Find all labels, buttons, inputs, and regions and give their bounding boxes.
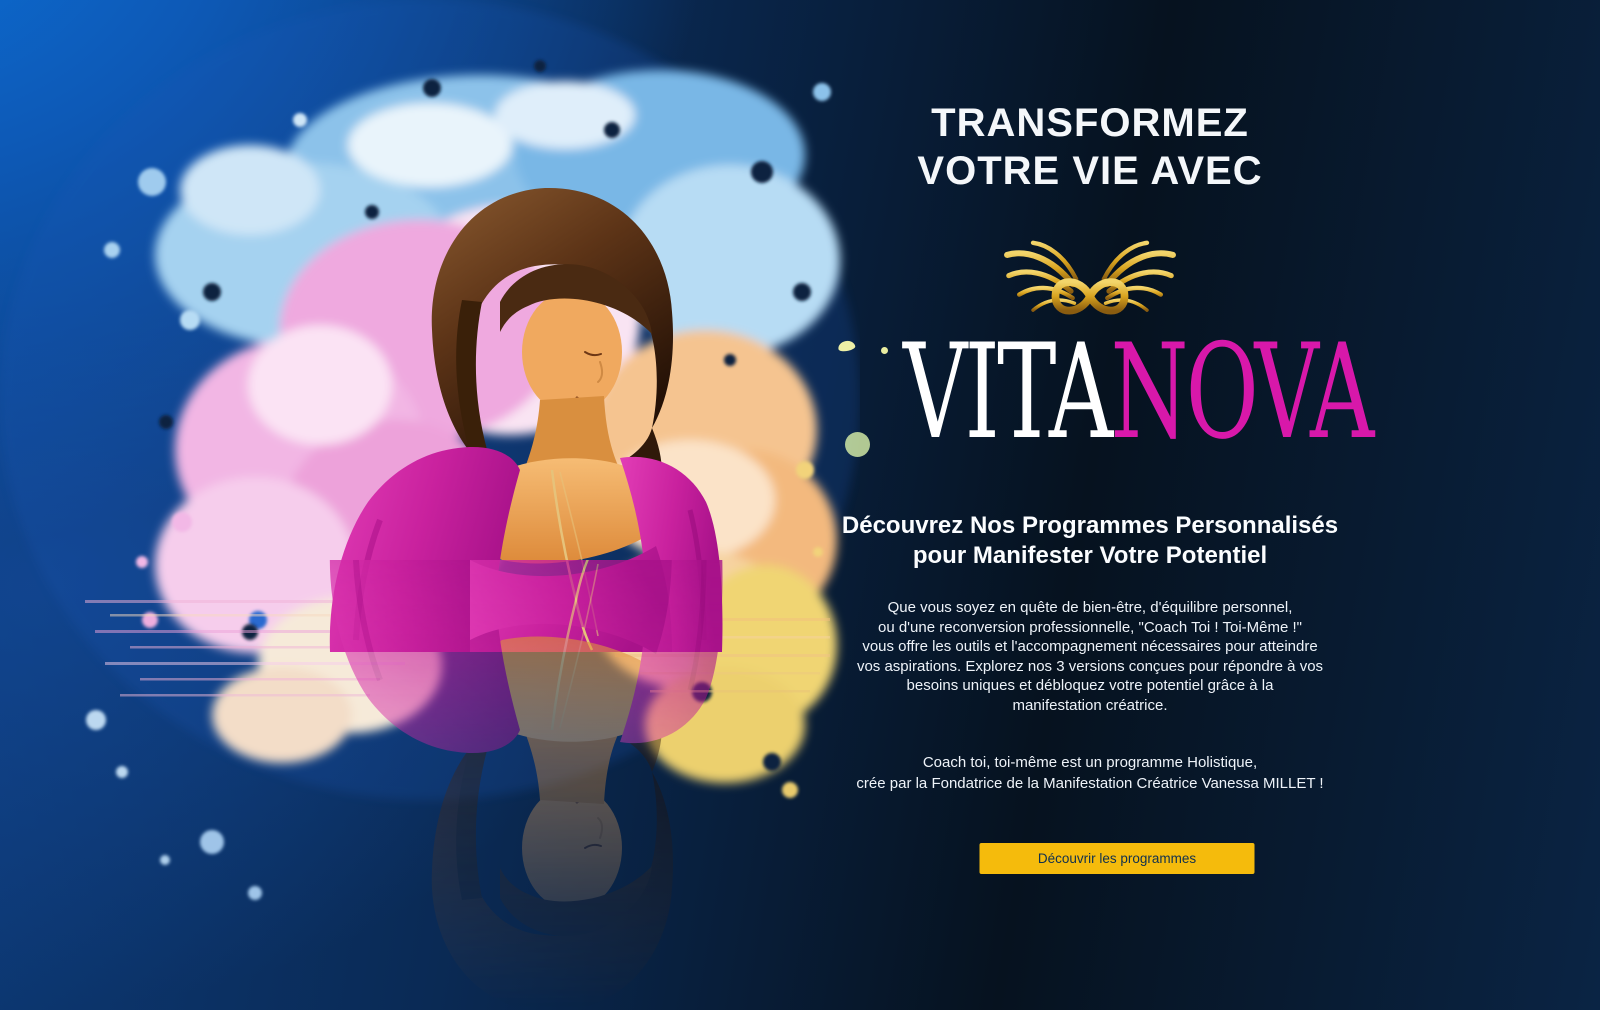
program-note-line: Coach toi, toi-même est un programme Holistique, (922, 754, 1258, 771)
intro-line: Que vous soyez en quête de bien-être, d'équilibre personnel, (887, 599, 1293, 616)
program-note-paragraph (815, 752, 1365, 794)
intro-paragraph (815, 598, 1365, 716)
program-note-line: crée par la Fondatrice de la Manifestation Créatrice Vanessa MILLET ! (856, 775, 1324, 792)
intro-line: vos aspirations. Explorez nos 3 versions conçues pour répondre à vos (856, 657, 1324, 675)
hero-heading-line2: VOTRE VIE AVEC (917, 149, 1263, 193)
intro-line: manifestation créatrice. (1012, 696, 1168, 714)
discover-programs-button[interactable]: Découvrir les programmes (980, 843, 1255, 874)
hero-content (815, 0, 1372, 1010)
hero-heading-line1: TRANSFORMEZ (931, 101, 1249, 145)
subheading-line2: pour Manifester Votre Potentiel (912, 542, 1268, 569)
brand-vita: VITA (903, 315, 1111, 468)
hero-heading (815, 99, 1365, 195)
brand-wordmark (903, 315, 1372, 468)
hero-subheading (815, 511, 1365, 571)
intro-line: besoins uniques et débloquez votre potentiel grâce à la (906, 677, 1274, 695)
subheading-line1: Découvrez Nos Programmes Personnalisés (841, 512, 1339, 539)
brand-nova: NOVA (1110, 315, 1372, 468)
intro-line: ou d'une reconversion professionnelle, "Coach Toi ! Toi-Même !" (877, 618, 1303, 636)
intro-line: vous offre les outils et l'accompagnement nécessaires pour atteindre (862, 638, 1318, 656)
face (522, 290, 622, 414)
